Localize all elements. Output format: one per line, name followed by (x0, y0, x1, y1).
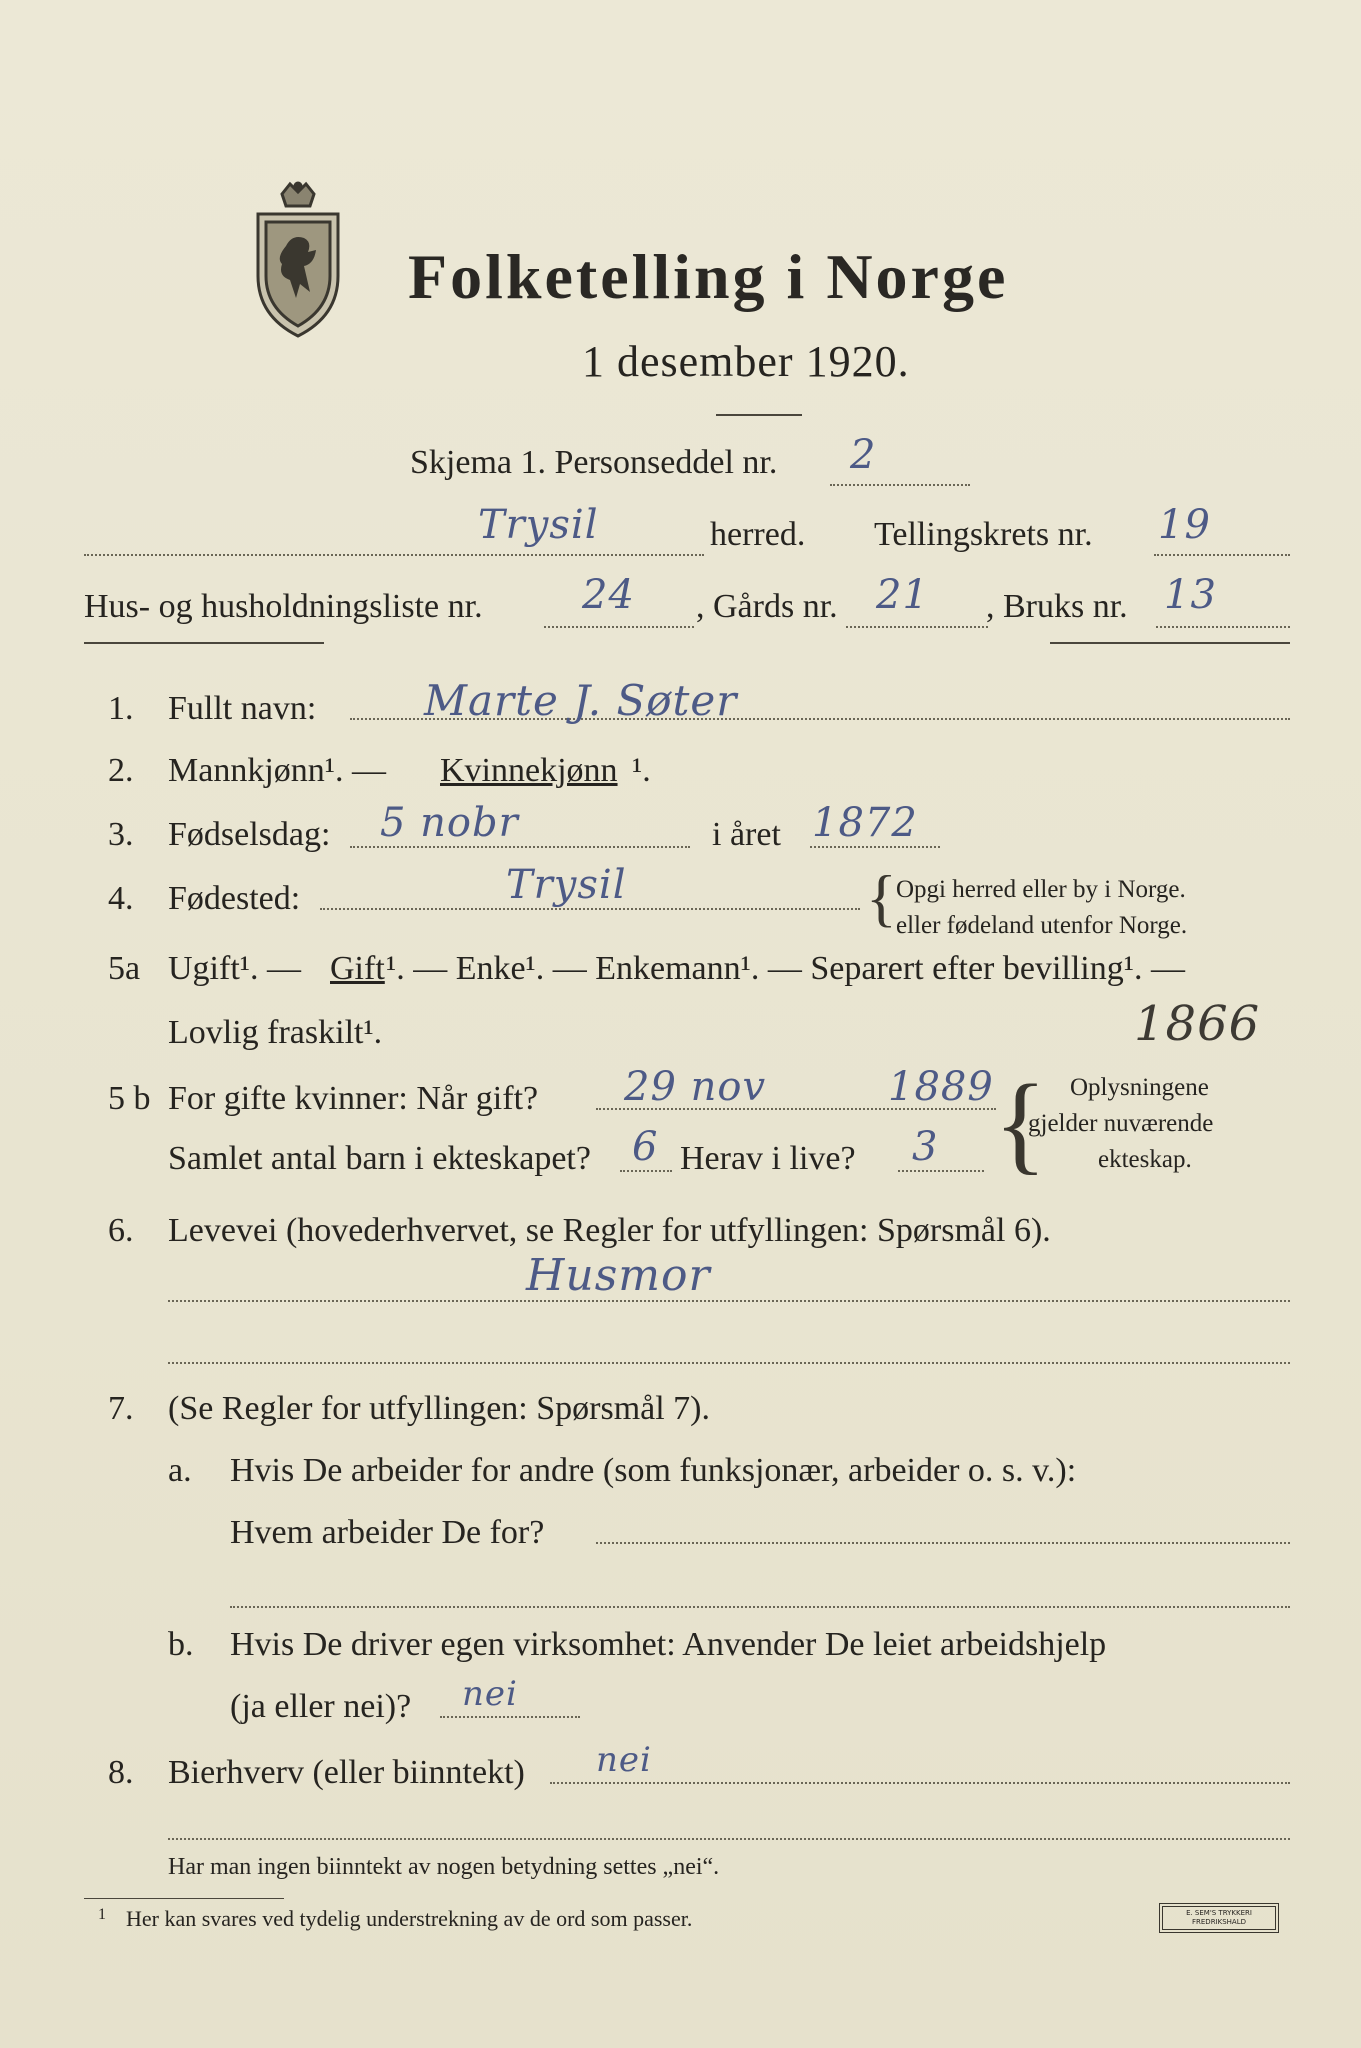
q6-line-2 (168, 1362, 1290, 1364)
q7b-question: (ja eller nei)? (230, 1688, 412, 1725)
q5b-label-2: Samlet antal barn i ekteskapet? (168, 1140, 591, 1177)
q7a-number: a. (168, 1452, 192, 1489)
q7-label: (Se Regler for utfyllingen: Spørsmål 7). (168, 1390, 711, 1427)
q7a-line-1 (596, 1542, 1290, 1544)
nei-note: Har man ingen biinntekt av nogen betydning settes „nei“. (168, 1854, 720, 1880)
q8-line-2 (168, 1838, 1290, 1840)
q3-number: 3. (108, 816, 134, 853)
birth-year-value: 1872 (812, 800, 918, 846)
q5a-options: ¹. — Enke¹. — Enkemann¹. — Separert efter bevilling¹. — (386, 950, 1185, 987)
section-rule-right (1050, 642, 1290, 644)
q4-note-1: Opgi herred eller by i Norge. (896, 876, 1186, 903)
form-title: Folketelling i Norge (408, 241, 1009, 312)
full-name-value: Marte J. Søter (424, 676, 738, 725)
gards-value: 21 (876, 572, 929, 618)
q2-mann: Mannkjønn¹. — (168, 752, 386, 789)
tellingskrets-line (1154, 554, 1290, 556)
q5b-note-1: Oplysningene (1070, 1074, 1209, 1101)
q5b-brace: { (994, 1062, 1047, 1184)
q7a-line-2 (230, 1606, 1290, 1608)
q5a-number: 5a (108, 950, 141, 987)
birthday-value: 5 nobr (380, 800, 519, 846)
title-divider (716, 414, 802, 416)
q7a-text: Hvis De arbeider for andre (som funksjonær, arbeider o. s. v.): (230, 1452, 1077, 1489)
q5a-gift: Gift (330, 950, 385, 987)
q7a-question: Hvem arbeider De for? (230, 1514, 545, 1551)
hus-label: Hus- og husholdningsliste nr. (84, 588, 483, 625)
footnote-mark: 1 (98, 1906, 106, 1923)
q2-kvinne: Kvinnekjønn (440, 752, 618, 789)
printer-stamp-text: E. SEM'S TRYKKERI FREDRIKSHALD (1186, 1909, 1252, 1926)
bruks-label: , Bruks nr. (986, 588, 1128, 625)
footnote-rule (84, 1898, 284, 1899)
q5b-live-label: Herav i live? (680, 1140, 856, 1177)
herred-line (84, 554, 704, 556)
q5b-label-1: For gifte kvinner: Når gift? (168, 1080, 539, 1117)
q7b-value: nei (462, 1674, 518, 1714)
q3-year-line (810, 846, 940, 848)
tellingskrets-label: Tellingskrets nr. (874, 516, 1093, 553)
q2-number: 2. (108, 752, 134, 789)
herred-value: Trysil (478, 502, 599, 548)
q5b-note-3: ekteskap. (1098, 1146, 1192, 1173)
q6-number: 6. (108, 1212, 134, 1249)
q8-label: Bierhverv (eller biinntekt) (168, 1754, 525, 1791)
q4-note-2: eller fødeland utenfor Norge. (896, 912, 1188, 939)
q3-line (350, 846, 690, 848)
marriage-year-value: 1889 (888, 1064, 994, 1110)
occupation-value: Husmor (526, 1250, 711, 1301)
children-living-value: 3 (912, 1124, 939, 1170)
q8-value: nei (596, 1740, 652, 1780)
tellingskrets-value: 19 (1158, 502, 1211, 548)
margin-note: 1866 (1134, 996, 1261, 1052)
gards-label: , Gårds nr. (696, 588, 838, 625)
q7-number: 7. (108, 1390, 134, 1427)
skjema-line (830, 484, 970, 486)
bruks-value: 13 (1164, 572, 1217, 618)
q5b-number: 5 b (108, 1080, 151, 1117)
section-rule-left (84, 642, 324, 644)
coat-of-arms-icon (248, 180, 348, 340)
hus-line (544, 626, 694, 628)
q2-tail: ¹. (632, 752, 651, 789)
q5b-live-line (898, 1170, 984, 1172)
bruks-line (1156, 626, 1290, 628)
q3-year-label: i året (712, 816, 781, 853)
q5a-ugift: Ugift¹. — (168, 950, 301, 987)
q5a-fraskilt: Lovlig fraskilt¹. (168, 1014, 383, 1051)
q5b-note-2: gjelder nuværende (1028, 1110, 1214, 1137)
q6-line-1 (168, 1300, 1290, 1302)
q8-line-1 (550, 1782, 1290, 1784)
hus-value: 24 (582, 572, 635, 618)
census-date: 1 desember 1920. (582, 337, 910, 386)
q4-label: Fødested: (168, 880, 301, 917)
q8-number: 8. (108, 1754, 134, 1791)
q1-label: Fullt navn: (168, 690, 317, 727)
marriage-date-value: 29 nov (624, 1064, 767, 1110)
q1-number: 1. (108, 690, 134, 727)
q7b-line (440, 1716, 580, 1718)
q4-line (320, 908, 860, 910)
skjema-value: 2 (850, 432, 877, 478)
q3-label: Fødselsdag: (168, 816, 331, 853)
skjema-label: Skjema 1. Personseddel nr. (410, 444, 778, 481)
q4-number: 4. (108, 880, 134, 917)
children-count-value: 6 (632, 1124, 659, 1170)
q5b-barn-line (620, 1170, 672, 1172)
footnote-text: Her kan svares ved tydelig understrekning av de ord som passer. (126, 1906, 693, 1931)
gards-line (846, 626, 988, 628)
q6-label: Levevei (hovederhvervet, se Regler for utfyllingen: Spørsmål 6). (168, 1212, 1051, 1249)
q7b-number: b. (168, 1626, 194, 1663)
printer-stamp (1162, 1906, 1276, 1930)
herred-label: herred. (710, 516, 806, 553)
birthplace-value: Trysil (506, 862, 627, 908)
q7b-text: Hvis De driver egen virksomhet: Anvender De leiet arbeidshjelp (230, 1626, 1107, 1663)
q4-brace: { (866, 862, 897, 933)
